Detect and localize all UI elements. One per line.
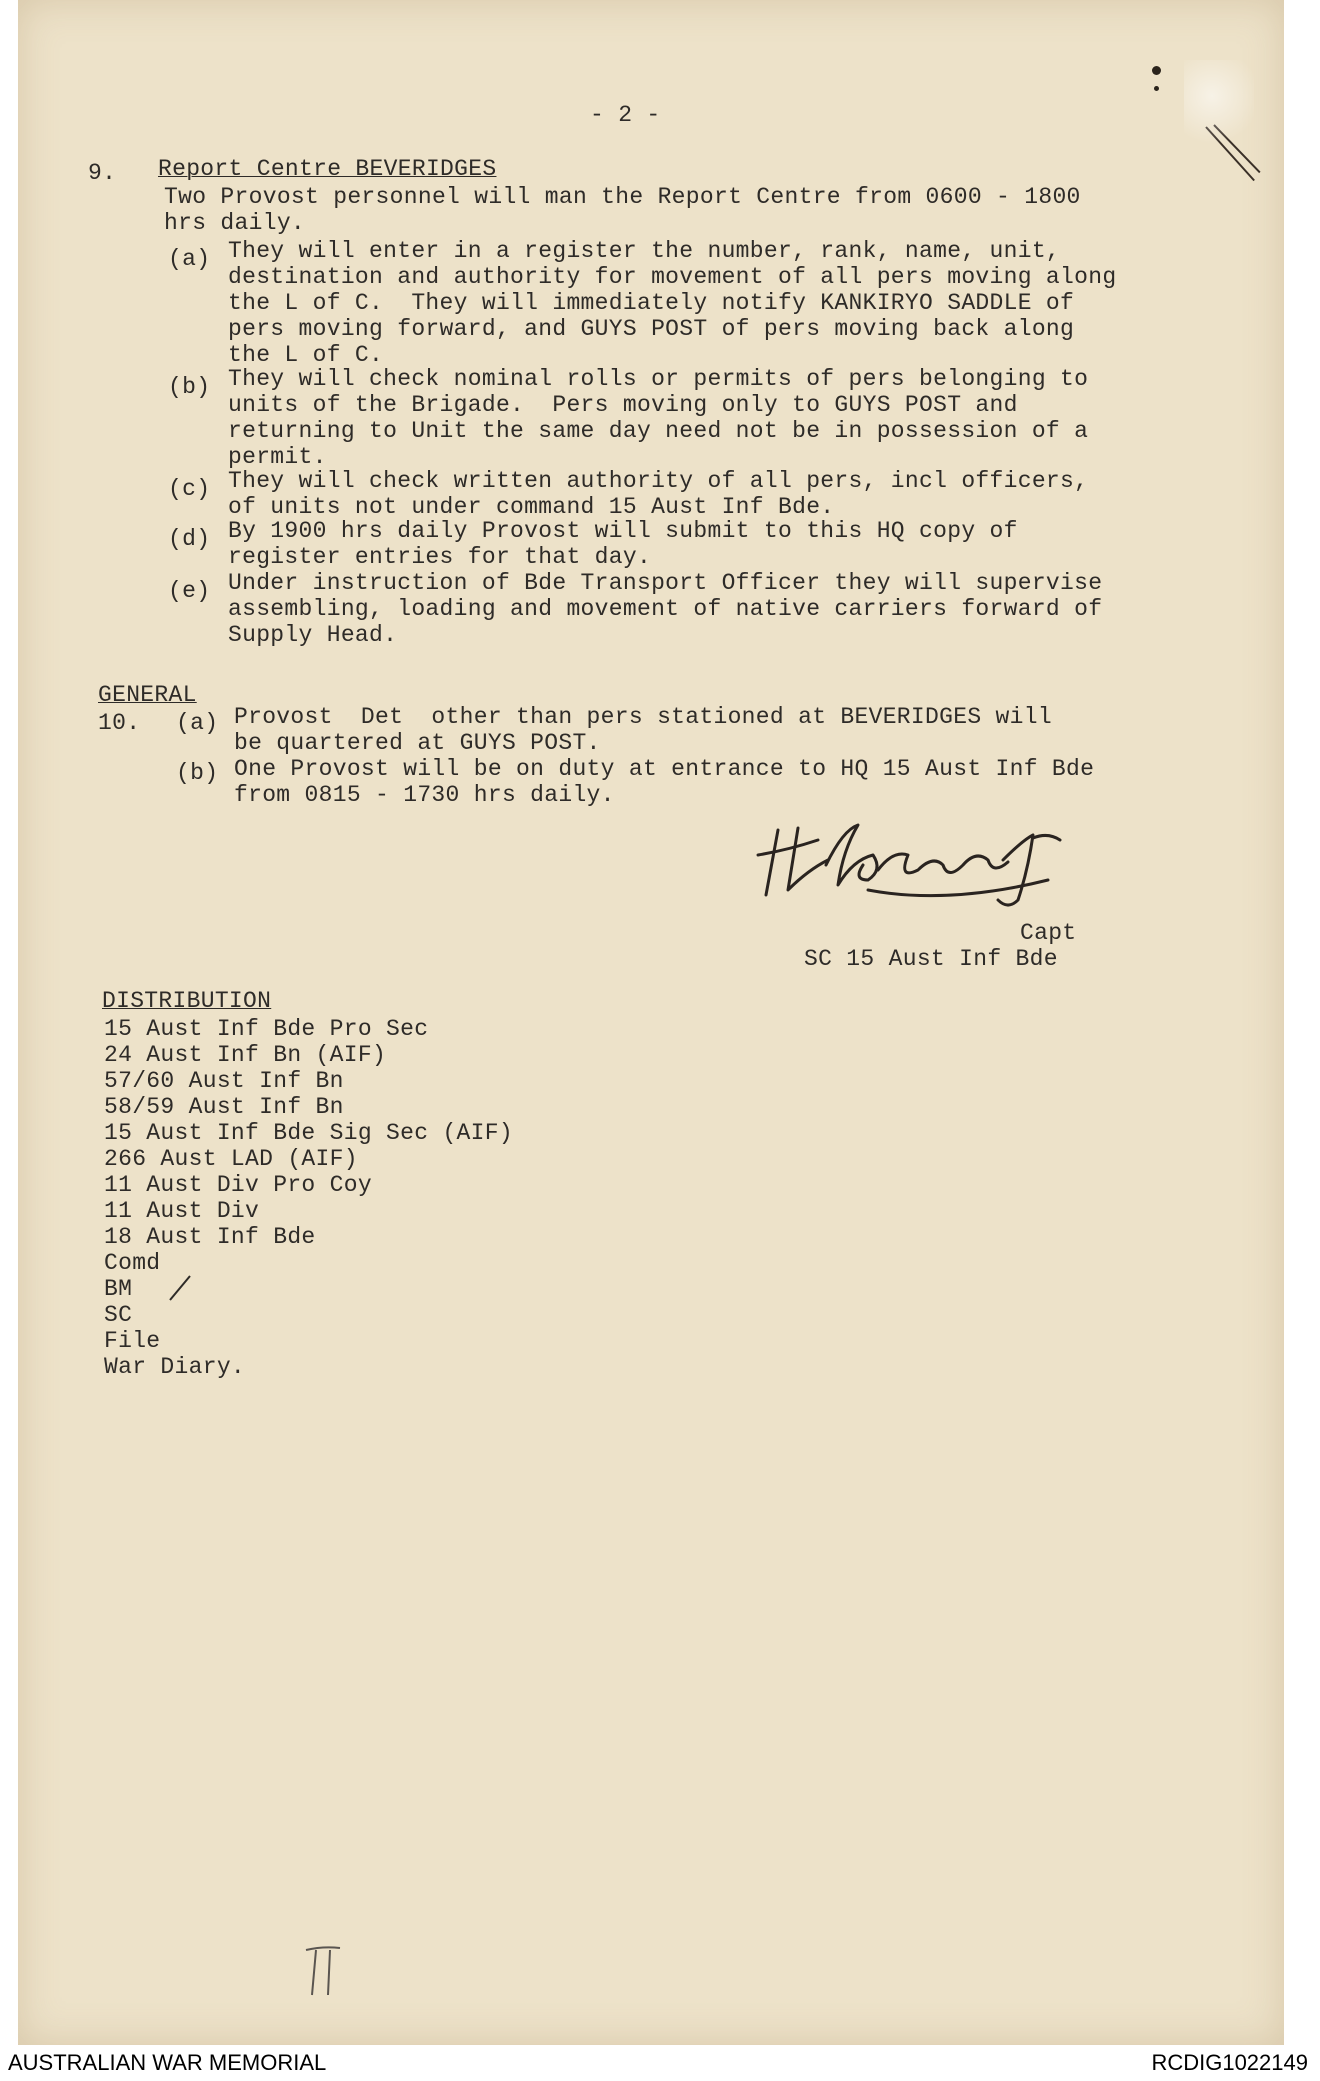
item-text-line: They will check written authority of all pers, incl officers, bbox=[228, 468, 1089, 494]
item-text-line: By 1900 hrs daily Provost will submit to this HQ copy of bbox=[228, 518, 1018, 544]
distribution-entry: 11 Aust Div Pro Coy bbox=[104, 1172, 372, 1198]
section-9-intro-line: hrs daily. bbox=[164, 210, 306, 236]
item-text-line: returning to Unit the same day need not be in possession of a bbox=[228, 418, 1089, 444]
distribution-heading: DISTRIBUTION bbox=[102, 988, 272, 1014]
item-text-line: One Provost will be on duty at entrance to HQ 15 Aust Inf Bde bbox=[234, 756, 1095, 782]
item-label: (e) bbox=[168, 578, 211, 604]
footer-left: AUSTRALIAN WAR MEMORIAL bbox=[8, 2050, 327, 2075]
item-text-line: permit. bbox=[228, 444, 327, 470]
section-10-number: 10. bbox=[98, 710, 141, 736]
item-text-line: Provost Det other than pers stationed at BEVERIDGES will bbox=[234, 704, 1052, 730]
item-label: (b) bbox=[176, 760, 219, 786]
ink-spot bbox=[1152, 66, 1161, 75]
item-text-line: pers moving forward, and GUYS POST of pers moving back along bbox=[228, 316, 1075, 342]
handwritten-mark bbox=[298, 1940, 348, 2000]
page-number: - 2 - bbox=[590, 102, 661, 128]
item-text-line: be quartered at GUYS POST. bbox=[234, 730, 601, 756]
footer-right: RCDIG1022149 bbox=[1151, 2050, 1308, 2075]
section-9-heading: Report Centre BEVERIDGES bbox=[158, 156, 497, 182]
distribution-entry: 15 Aust Inf Bde Pro Sec bbox=[104, 1016, 429, 1042]
item-text-line: Under instruction of Bde Transport Officer they will supervise bbox=[228, 570, 1103, 596]
item-label: (d) bbox=[168, 526, 211, 552]
item-label: (a) bbox=[176, 710, 219, 736]
document-page bbox=[18, 0, 1284, 2045]
section-9-intro-line: Two Provost personnel will man the Report Centre from 0600 - 1800 bbox=[164, 184, 1081, 210]
margin-mark bbox=[1213, 124, 1260, 173]
distribution-entry: 24 Aust Inf Bn (AIF) bbox=[104, 1042, 387, 1068]
item-text-line: They will check nominal rolls or permits of pers belonging to bbox=[228, 366, 1089, 392]
distribution-entry: 15 Aust Inf Bde Sig Sec (AIF) bbox=[104, 1120, 513, 1146]
distribution-entry: 18 Aust Inf Bde bbox=[104, 1224, 316, 1250]
handwritten-signature bbox=[748, 810, 1108, 920]
tick-mark bbox=[164, 1270, 204, 1310]
distribution-entry: 57/60 Aust Inf Bn bbox=[104, 1068, 344, 1094]
distribution-entry: War Diary. bbox=[104, 1354, 246, 1380]
item-text-line: the L of C. bbox=[228, 342, 384, 368]
ink-spot bbox=[1154, 86, 1159, 91]
distribution-entry: BM bbox=[104, 1276, 133, 1302]
distribution-entry: File bbox=[104, 1328, 161, 1354]
item-text-line: register entries for that day. bbox=[228, 544, 652, 570]
item-text-line: of units not under command 15 Aust Inf Bde. bbox=[228, 494, 835, 520]
item-text-line: assembling, loading and movement of native carriers forward of bbox=[228, 596, 1103, 622]
margin-mark bbox=[1205, 126, 1255, 181]
item-text-line: destination and authority for movement of all pers moving along bbox=[228, 264, 1117, 290]
item-text-line: the L of C. They will immediately notify KANKIRYO SADDLE of bbox=[228, 290, 1075, 316]
signatory-appointment: SC 15 Aust Inf Bde bbox=[804, 946, 1058, 972]
section-9-number: 9. bbox=[88, 160, 117, 186]
item-text-line: Supply Head. bbox=[228, 622, 398, 648]
item-label: (c) bbox=[168, 476, 211, 502]
distribution-entry: SC bbox=[104, 1302, 133, 1328]
item-label: (b) bbox=[168, 374, 211, 400]
item-text-line: from 0815 - 1730 hrs daily. bbox=[234, 782, 615, 808]
distribution-entry: 58/59 Aust Inf Bn bbox=[104, 1094, 344, 1120]
item-text-line: They will enter in a register the number, rank, name, unit, bbox=[228, 238, 1061, 264]
item-label: (a) bbox=[168, 246, 211, 272]
signatory-rank: Capt bbox=[1020, 920, 1077, 946]
item-text-line: units of the Brigade. Pers moving only to GUYS POST and bbox=[228, 392, 1018, 418]
distribution-entry: 11 Aust Div bbox=[104, 1198, 260, 1224]
distribution-entry: 266 Aust LAD (AIF) bbox=[104, 1146, 358, 1172]
general-heading: GENERAL bbox=[98, 682, 197, 708]
distribution-entry: Comd bbox=[104, 1250, 161, 1276]
